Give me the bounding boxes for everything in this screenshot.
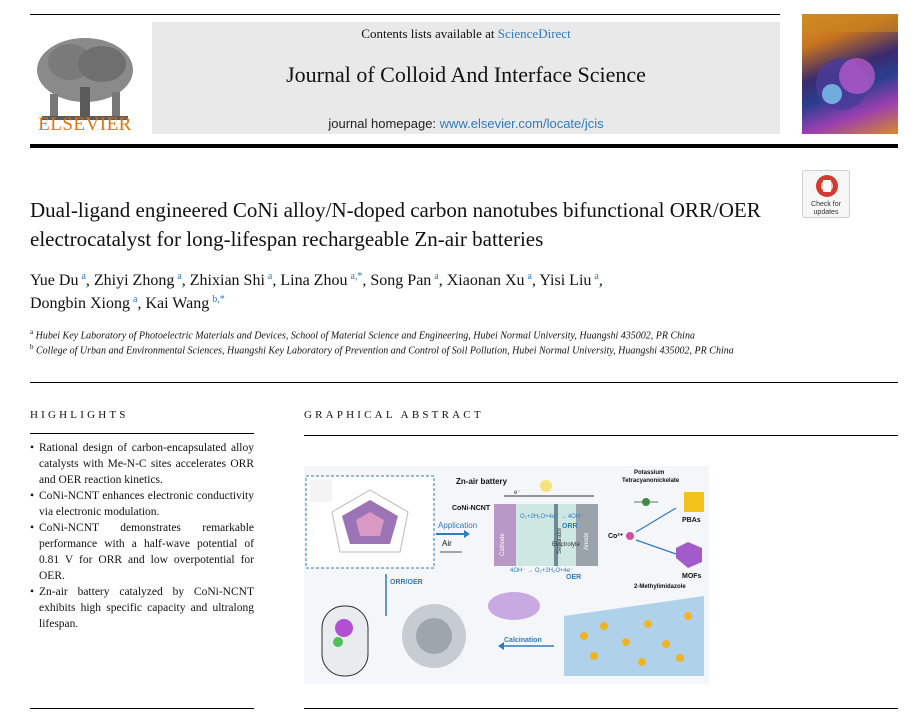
author-separator: , <box>531 272 540 289</box>
author-name[interactable]: Zhiyi Zhong <box>93 272 175 289</box>
affiliation-b <box>30 340 790 358</box>
article-title: Dual-ligand engineered CoNi alloy/N-doped carbon nanotubes bifunctional ORR/OER electrocatalyst for long-lifespan rechargeable Zn-air batteries <box>30 198 761 251</box>
author-separator: , <box>598 272 603 289</box>
journal-title: Journal of Colloid And Interface Science <box>286 62 646 87</box>
check-updates-icon <box>803 171 851 201</box>
highlight-item: • Rational design of carbon-encapsulated alloy catalysts with Me-N-C sites accelerates ORR and OER reaction kinetics. <box>30 440 254 488</box>
nitrogen-site-icon <box>333 637 343 647</box>
orr-reaction-label: O₂+2H₂O+4e⁻ → 4OH⁻ <box>520 514 584 520</box>
author-name[interactable]: Yue Du <box>30 272 79 289</box>
sciencedirect-link[interactable]: ScienceDirect <box>497 26 571 41</box>
highlights-rule <box>30 433 254 434</box>
header-thick-rule <box>30 144 898 148</box>
coni-ncnt-label: CoNi-NCNT <box>452 505 491 512</box>
author-name[interactable]: Dongbin Xiong <box>30 295 130 312</box>
author-affiliation-mark[interactable]: a <box>527 270 532 282</box>
potassium-label: Potassium <box>634 470 665 476</box>
top-rule <box>30 14 780 15</box>
oer-label: OER <box>566 574 582 581</box>
check-updates-line2: updates <box>813 209 839 216</box>
air-label: Air <box>442 539 452 548</box>
author-affiliation-mark[interactable]: a <box>81 270 86 282</box>
orr-oer-label: ORR/OER <box>390 579 423 586</box>
author-name[interactable]: Zhixian Shi <box>189 272 265 289</box>
author-affiliation-mark[interactable]: a <box>133 293 138 305</box>
author-separator: , <box>362 272 371 289</box>
check-updates-line1: Check for <box>811 201 841 208</box>
calcination-label: Calcination <box>504 637 542 644</box>
electron-label: e⁻ <box>514 490 521 496</box>
author-name[interactable]: Yisi Liu <box>539 272 592 289</box>
radar-legend <box>310 480 332 502</box>
author-list <box>30 269 790 315</box>
anode-label: Anode <box>584 532 590 550</box>
author-name[interactable]: Kai Wang <box>145 295 210 312</box>
nanotube-cluster-core <box>416 618 452 654</box>
author-affiliation-mark[interactable]: a <box>434 270 439 282</box>
mofs-polyhedron-icon <box>676 542 702 568</box>
contents-line <box>152 26 780 42</box>
affiliation-b-text: College of Urban and Environmental Sciences, Huangshi Key Laboratory of Prevention and Control of Soil Pollution, Hubei Normal University, Huangshi 435002, PR China <box>36 345 734 357</box>
author-name[interactable]: Lina Zhou <box>280 272 348 289</box>
check-for-updates-button[interactable] <box>802 170 850 218</box>
highlights-bottom-rule <box>30 708 254 709</box>
graphical-abstract-rule <box>304 435 898 436</box>
author-name[interactable]: Xiaonan Xu <box>446 272 525 289</box>
author-separator: , <box>85 272 94 289</box>
separator-label: Separator <box>557 527 563 554</box>
zn-air-battery-label: Zn-air battery <box>456 477 508 486</box>
to-mofs-arrow <box>636 540 676 554</box>
affiliation-a-text: Hubei Key Laboratory of Photoelectric Materials and Devices, School of Material Science and Engineering, Hubei Normal University, Huangshi 435002, PR China <box>35 330 695 342</box>
author-affiliation-mark[interactable]: a,* <box>350 270 363 282</box>
graphical-abstract-figure <box>304 466 709 684</box>
tetracyanonickelate-label: Tetracyanonickelate <box>622 478 680 484</box>
affiliation-b-key: b <box>30 343 34 351</box>
publisher-name: ELSEVIER <box>38 114 132 135</box>
electrolyte-label: Electrolyte <box>552 542 581 548</box>
orr-label: ORR <box>562 523 578 530</box>
bulb-icon <box>540 480 552 492</box>
highlight-item: • Zn-air battery catalyzed by CoNi-NCNT exhibits high specific capacity and ultralong lifespan. <box>30 584 254 632</box>
application-arrowhead <box>464 530 470 538</box>
journal-homepage-link[interactable]: www.elsevier.com/locate/jcis <box>439 116 604 131</box>
contents-prefix: Contents lists available at <box>361 26 498 41</box>
application-label: Application <box>438 521 478 530</box>
alloy-particle-icon <box>335 619 353 637</box>
highlight-item: • CoNi-NCNT demonstrates remarkable performance with a half-wave potential of 0.81 V for ORR and low overpotential for OER. <box>30 520 254 584</box>
author-separator: , <box>272 272 281 289</box>
author-affiliation-mark[interactable]: b,* <box>212 293 225 305</box>
highlight-item: • CoNi-NCNT enhances electronic conductivity via electronic modulation. <box>30 488 254 520</box>
precursor-cluster <box>488 592 540 620</box>
author-affiliation-mark[interactable]: a <box>177 270 182 282</box>
pbas-cube-icon <box>684 492 704 512</box>
methylimidazole-label: 2-Methylimidazole <box>634 584 686 590</box>
nanotube-icon <box>322 606 368 676</box>
homepage-line <box>152 116 780 131</box>
graphical-abstract-bottom-rule <box>304 708 898 709</box>
graphical-abstract-svg <box>304 466 709 684</box>
author-separator: , <box>181 272 190 289</box>
homepage-prefix: journal homepage: <box>328 116 440 131</box>
cobalt-ion-icon <box>626 532 634 540</box>
highlights-heading: HIGHLIGHTS <box>30 409 129 421</box>
article-divider <box>30 382 898 383</box>
co2plus-label: Co²⁺ <box>608 533 624 540</box>
oer-reaction-label: 4OH⁻ → O₂+2H₂O+4e⁻ <box>510 568 574 574</box>
cover-artwork <box>802 14 898 134</box>
author-separator: , <box>438 272 447 289</box>
author-affiliation-mark[interactable]: a <box>267 270 273 282</box>
highlights-list <box>30 440 254 632</box>
check-updates-label <box>803 201 849 217</box>
pbas-label: PBAs <box>682 517 701 524</box>
affiliation-a-key: a <box>30 328 34 336</box>
to-pbas-arrow <box>636 508 676 532</box>
author-separator: , <box>137 295 146 312</box>
graphical-abstract-heading: GRAPHICAL ABSTRACT <box>304 409 484 421</box>
cathode-label: Cathode <box>500 533 506 556</box>
mofs-label: MOFs <box>682 573 702 580</box>
author-name[interactable]: Song Pan <box>370 272 432 289</box>
journal-cover-image <box>802 14 898 134</box>
journal-banner <box>152 22 780 134</box>
author-affiliation-mark[interactable]: a <box>594 270 599 282</box>
